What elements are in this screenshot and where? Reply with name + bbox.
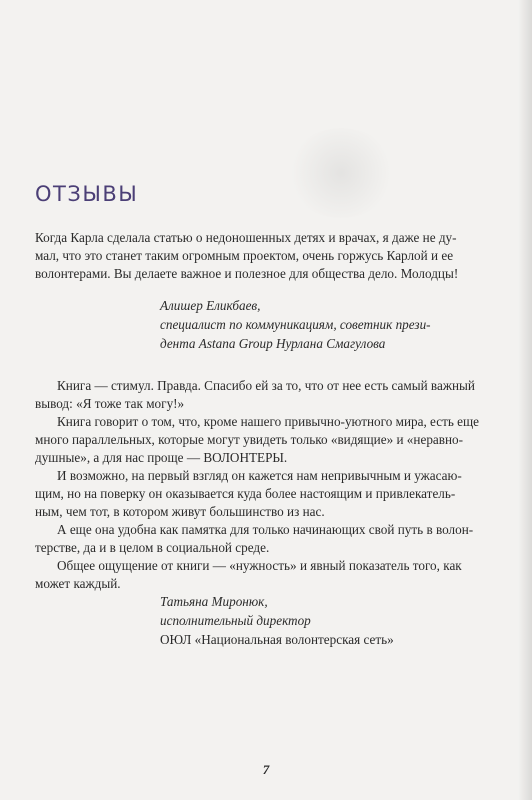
text-line: Общее ощущение от книги — «нужность» и явный показатель того, как — [57, 558, 462, 573]
page-spine-shadow — [518, 0, 532, 800]
signature-name: Алишер Еликбаев, — [160, 298, 261, 313]
text-line: волонтерами. Вы делаете важное и полезное для общества дело. Молодцы! — [35, 266, 459, 281]
text-line: Когда Карла сделала статью о недоношенных детях и врачах, я даже не ду- — [35, 230, 457, 245]
text-line: много параллельных, которые могут увидеть только «видящие» и «неравно- — [35, 432, 464, 447]
paragraph — [35, 413, 495, 467]
review-2-text — [35, 377, 495, 593]
paragraph — [35, 521, 495, 557]
signature-title: дента Astana Group Нурлана Смагулова — [160, 336, 386, 351]
paragraph — [35, 377, 495, 413]
review-1-signature — [160, 296, 431, 353]
text-line: А еще она удобна как памятка для только начинающих свой путь в волон- — [57, 522, 474, 537]
text-line: Книга — стимул. Правда. Спасибо ей за то, что от нее есть самый важный — [57, 378, 475, 393]
review-1-text — [35, 229, 495, 283]
faded-watermark — [286, 128, 396, 218]
signature-name: Татьяна Миронюк, — [160, 594, 268, 609]
text-line: может каждый. — [35, 576, 121, 591]
signature-title: исполнительный директор — [160, 613, 311, 628]
review-2-signature — [160, 592, 394, 649]
section-heading: ОТЗЫВЫ — [35, 182, 139, 206]
paragraph — [35, 557, 495, 593]
text-line: щим, но на поверку он оказывается куда более настоящим и привлекатель- — [35, 486, 456, 501]
signature-title: ОЮЛ «Национальная волонтерская сеть» — [160, 632, 394, 647]
signature-title: специалист по коммуникациям, советник прези- — [160, 317, 431, 332]
text-line: Книга говорит о том, что, кроме нашего привычно-уютного мира, есть еще — [57, 414, 480, 429]
text-line: И возможно, на первый взгляд он кажется нам непривычным и ужасаю- — [57, 468, 462, 483]
text-line: вывод: «Я тоже так могу!» — [35, 396, 185, 411]
text-line: терстве, да и в целом в социальной среде. — [35, 540, 270, 555]
page-number: 7 — [262, 762, 270, 777]
text-line: ным, чем тот, в котором живут большинство из нас. — [35, 504, 325, 519]
paragraph — [35, 467, 495, 521]
text-line: мал, что это станет таким огромным проектом, очень горжусь Карлой и ее — [35, 248, 454, 263]
text-line: душные», а для нас проще — ВОЛОНТЕРЫ. — [35, 450, 288, 465]
